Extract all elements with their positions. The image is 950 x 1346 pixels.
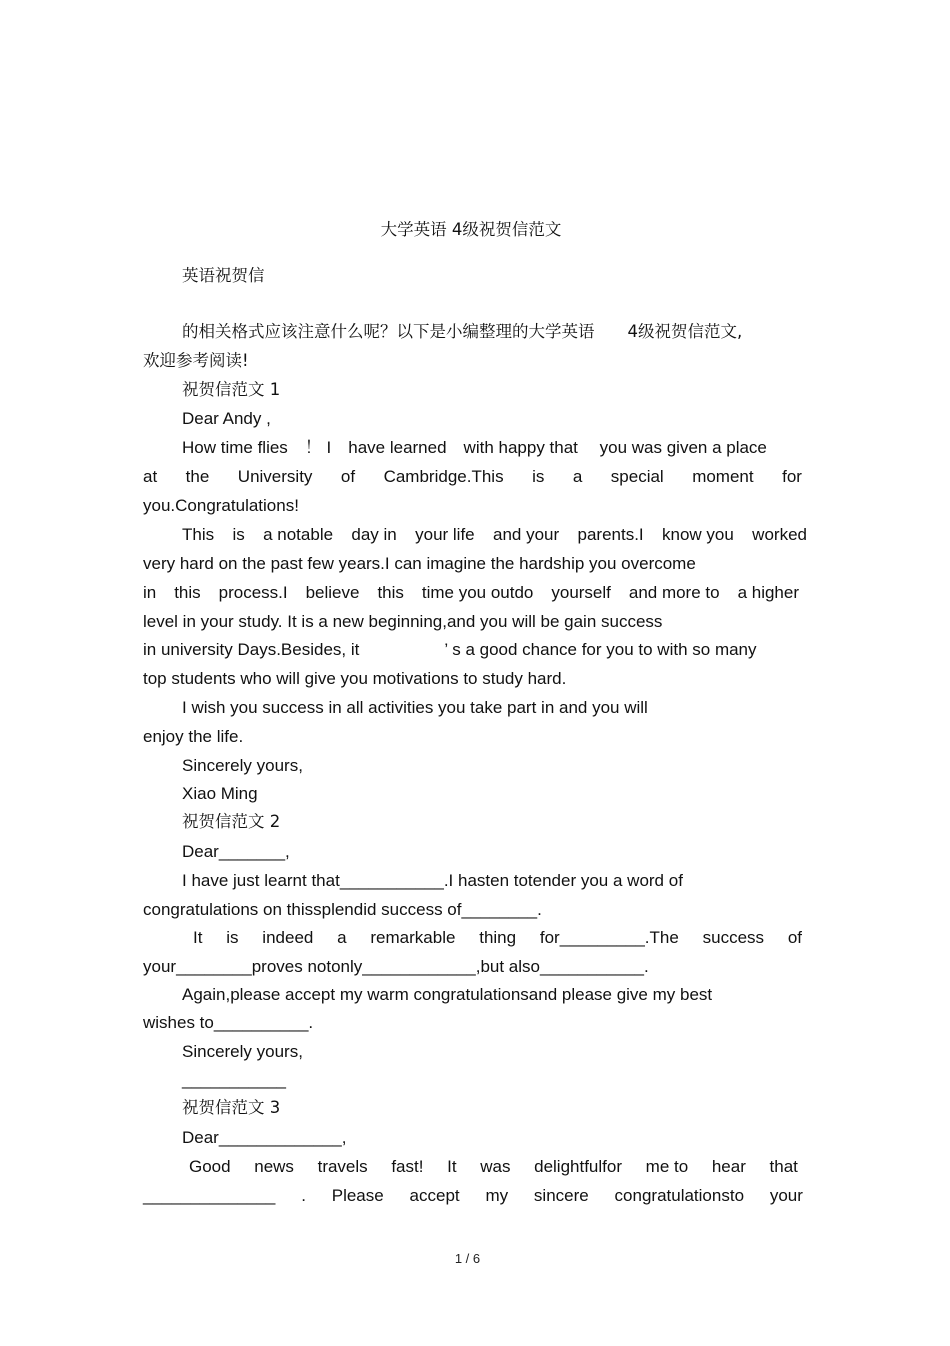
letter1-salutation: Dear Andy , <box>182 409 271 428</box>
word: news <box>254 1157 294 1176</box>
word: believe <box>305 583 360 602</box>
word: that <box>769 1157 798 1176</box>
letter1-closing: Sincerely yours, <box>182 756 303 775</box>
word: a <box>337 928 347 947</box>
word: success <box>702 928 765 947</box>
letter2-p1-line2: congratulations on thissplendid success of________. <box>143 900 542 919</box>
letter2-p3-line2: wishes to__________. <box>143 1013 314 1032</box>
word: this <box>377 583 404 602</box>
word: a <box>572 467 583 486</box>
letter1-p2-line5: in university Days.Besides, it ’ s a good chance for you to with so many <box>143 640 757 659</box>
word: your <box>769 1186 803 1205</box>
letter1-p2-line4: level in your study. It is a new beginning,and you will be gain success <box>143 612 663 631</box>
word: process.I <box>218 583 288 602</box>
letter1-p2-line6: top students who will give you motivations to study hard. <box>143 669 567 688</box>
letter2-heading: 祝贺信范文 2 <box>182 812 281 831</box>
word: time you outdo <box>421 583 534 602</box>
word: This <box>182 525 215 544</box>
word: yourself <box>551 583 611 602</box>
word: indeed <box>262 928 314 947</box>
letter1-p3-line2: enjoy the life. <box>143 727 244 746</box>
intro-line-2: 欢迎参考阅读! <box>143 351 249 370</box>
word: remarkable <box>370 928 456 947</box>
page-number: 1 / 6 <box>454 1251 481 1266</box>
letter1-p2-line3 <box>143 583 799 603</box>
letter2-signature: ___________ <box>182 1070 287 1089</box>
letter1-heading: 祝贺信范文 1 <box>182 380 281 399</box>
word: day in <box>351 525 397 544</box>
letter3-salutation: Dear_____________, <box>182 1128 347 1147</box>
word: parents.I <box>577 525 644 544</box>
word: travels <box>317 1157 368 1176</box>
word: accept <box>409 1186 460 1205</box>
intro-line-1: 的相关格式应该注意什么呢？以下是小编整理的大学英语 4级祝贺信范文, <box>182 322 743 341</box>
letter2-p2-line1 <box>193 928 802 948</box>
word: at <box>143 467 158 486</box>
word: of <box>340 467 356 486</box>
word: Good <box>189 1157 231 1176</box>
word: worked <box>752 525 807 544</box>
word: It <box>447 1157 457 1176</box>
word: Cambridge.This <box>383 467 504 486</box>
word: delightfulfor <box>534 1157 622 1176</box>
word: my <box>485 1186 509 1205</box>
word: hear <box>711 1157 746 1176</box>
word: a higher <box>737 583 799 602</box>
letter2-closing: Sincerely yours, <box>182 1042 303 1061</box>
word: thing <box>479 928 517 947</box>
letter1-signature: Xiao Ming <box>182 784 258 803</box>
letter1-p1-line1: How time flies ！ I have learned with happy that you was given a place <box>182 438 767 457</box>
word: and more to <box>628 583 720 602</box>
word: Please <box>331 1186 384 1205</box>
letter2-salutation: Dear_______, <box>182 842 290 861</box>
letter3-heading: 祝贺信范文 3 <box>182 1098 281 1117</box>
word: your life <box>415 525 475 544</box>
letter2-p1-line1: I have just learnt that___________.I hasten totender you a word of <box>182 871 683 890</box>
word: congratulationsto <box>614 1186 745 1205</box>
document-title: 大学英语 4级祝贺信范文 <box>380 220 562 239</box>
word: me to <box>645 1157 689 1176</box>
word: and your <box>492 525 560 544</box>
word: is <box>232 525 245 544</box>
word: . <box>301 1186 306 1205</box>
word: special <box>610 467 664 486</box>
word: is <box>532 467 545 486</box>
word: It <box>193 928 203 947</box>
word: in <box>143 583 157 602</box>
word: for <box>782 467 802 486</box>
letter1-p2-line1 <box>182 525 807 545</box>
letter1-p3-line1: I wish you success in all activities you take part in and you will <box>182 698 648 717</box>
word: sincere <box>533 1186 589 1205</box>
letter3-p1-line2 <box>143 1186 803 1206</box>
word: moment <box>692 467 754 486</box>
letter1-p1-line3: you.Congratulations! <box>143 496 299 515</box>
word: of <box>787 928 802 947</box>
word: fast! <box>391 1157 424 1176</box>
word: was <box>480 1157 511 1176</box>
subtitle: 英语祝贺信 <box>182 266 265 285</box>
word: for_________.The <box>539 928 679 947</box>
word: the <box>185 467 210 486</box>
letter2-p3-line1: Again,please accept my warm congratulationsand please give my best <box>182 985 713 1004</box>
letter2-p2-line2: your________proves notonly____________,but also___________. <box>143 957 649 976</box>
word: ______________ <box>143 1186 276 1205</box>
word: know you <box>662 525 734 544</box>
word: a notable <box>263 525 334 544</box>
word: University <box>237 467 313 486</box>
letter1-p2-line2: very hard on the past few years.I can imagine the hardship you overcome <box>143 554 696 573</box>
word: is <box>226 928 239 947</box>
letter3-p1-line1 <box>189 1157 798 1177</box>
letter1-p1-line2 <box>143 467 802 487</box>
word: this <box>174 583 201 602</box>
